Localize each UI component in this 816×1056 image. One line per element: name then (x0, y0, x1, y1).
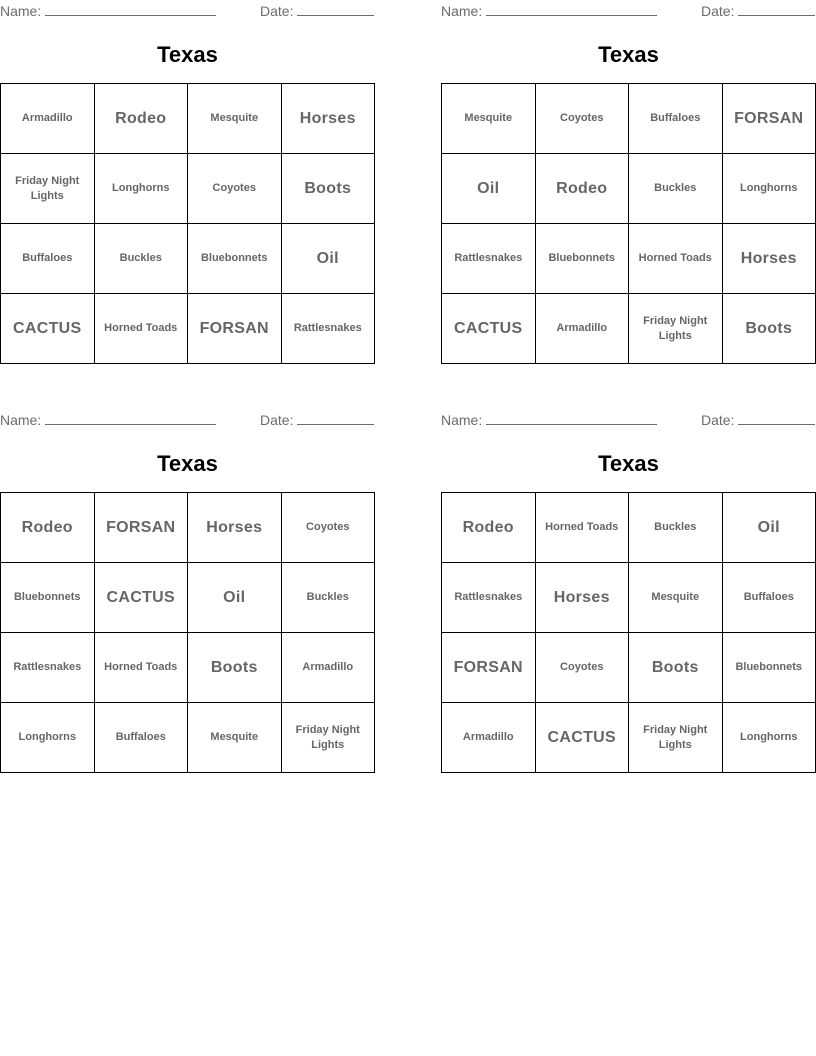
bingo-cell[interactable]: Bluebonnets (1, 563, 95, 633)
card-title: Texas (598, 451, 659, 476)
card-title: Texas (157, 451, 218, 476)
name-label: Name: (441, 3, 483, 19)
bingo-cell[interactable]: Bluebonnets (536, 224, 630, 294)
bingo-cell[interactable]: Buffaloes (95, 703, 189, 773)
bingo-cell[interactable]: Horned Toads (95, 294, 189, 364)
date-field (701, 2, 815, 19)
bingo-cell[interactable]: Oil (282, 224, 376, 294)
bingo-card (0, 0, 375, 365)
bingo-cell[interactable]: Coyotes (282, 493, 376, 563)
bingo-cell[interactable]: CACTUS (1, 294, 95, 364)
bingo-cell[interactable]: Oil (188, 563, 282, 633)
bingo-cell[interactable]: Friday Night Lights (629, 294, 723, 364)
bingo-grid (441, 492, 816, 773)
name-blank-line[interactable] (486, 411, 657, 425)
bingo-cell[interactable]: Rattlesnakes (282, 294, 376, 364)
bingo-cell[interactable]: Buckles (95, 224, 189, 294)
card-title: Texas (157, 42, 218, 67)
date-label: Date: (701, 3, 735, 19)
date-blank-line[interactable] (738, 2, 815, 16)
bingo-cell[interactable]: Buckles (629, 154, 723, 224)
bingo-cell[interactable]: Armadillo (536, 294, 630, 364)
bingo-cell[interactable]: FORSAN (95, 493, 189, 563)
bingo-cell[interactable]: Horned Toads (536, 493, 630, 563)
name-field (0, 2, 216, 19)
date-label: Date: (260, 412, 294, 428)
bingo-cell[interactable]: Bluebonnets (188, 224, 282, 294)
bingo-cell[interactable]: Armadillo (1, 84, 95, 154)
bingo-cell[interactable]: Boots (188, 633, 282, 703)
bingo-cell[interactable]: Horses (188, 493, 282, 563)
bingo-cell[interactable]: Longhorns (723, 703, 816, 773)
bingo-cell[interactable]: Mesquite (188, 703, 282, 773)
date-field (260, 2, 374, 19)
bingo-cell[interactable]: Coyotes (536, 84, 630, 154)
bingo-cell[interactable]: Rodeo (442, 493, 536, 563)
bingo-cell[interactable]: Buckles (282, 563, 376, 633)
name-label: Name: (0, 3, 42, 19)
bingo-cell[interactable]: FORSAN (723, 84, 816, 154)
bingo-cell[interactable]: Buffaloes (723, 563, 816, 633)
bingo-cell[interactable]: Buffaloes (629, 84, 723, 154)
bingo-cell[interactable]: Horned Toads (95, 633, 189, 703)
bingo-cell[interactable]: Bluebonnets (723, 633, 816, 703)
bingo-cell[interactable]: Rattlesnakes (1, 633, 95, 703)
name-blank-line[interactable] (486, 2, 657, 16)
name-label: Name: (0, 412, 42, 428)
bingo-cell[interactable]: FORSAN (188, 294, 282, 364)
name-blank-line[interactable] (45, 2, 216, 16)
bingo-cell[interactable]: Oil (723, 493, 816, 563)
bingo-cell[interactable]: CACTUS (536, 703, 630, 773)
bingo-cell[interactable]: Friday Night Lights (1, 154, 95, 224)
bingo-cell[interactable]: Mesquite (629, 563, 723, 633)
bingo-grid (441, 83, 816, 364)
bingo-card (0, 409, 375, 774)
date-label: Date: (701, 412, 735, 428)
card-header (0, 411, 375, 429)
bingo-cell[interactable]: Oil (442, 154, 536, 224)
date-field (260, 411, 374, 428)
bingo-cell[interactable]: Buckles (629, 493, 723, 563)
date-label: Date: (260, 3, 294, 19)
bingo-grid (0, 83, 375, 364)
bingo-cell[interactable]: FORSAN (442, 633, 536, 703)
bingo-cell[interactable]: Longhorns (723, 154, 816, 224)
name-field (441, 2, 657, 19)
bingo-cell[interactable]: CACTUS (442, 294, 536, 364)
bingo-cell[interactable]: Coyotes (536, 633, 630, 703)
bingo-cell[interactable]: Mesquite (442, 84, 536, 154)
bingo-cell[interactable]: Boots (629, 633, 723, 703)
name-label: Name: (441, 412, 483, 428)
name-field (441, 411, 657, 428)
bingo-grid (0, 492, 375, 773)
bingo-cell[interactable]: CACTUS (95, 563, 189, 633)
bingo-cell[interactable]: Coyotes (188, 154, 282, 224)
card-header (441, 411, 816, 429)
card-header (441, 2, 816, 20)
bingo-cell[interactable]: Armadillo (282, 633, 376, 703)
bingo-cell[interactable]: Horses (536, 563, 630, 633)
bingo-cell[interactable]: Rodeo (536, 154, 630, 224)
bingo-cell[interactable]: Rodeo (1, 493, 95, 563)
bingo-cell[interactable]: Rodeo (95, 84, 189, 154)
bingo-cell[interactable]: Buffaloes (1, 224, 95, 294)
bingo-card (441, 409, 816, 774)
bingo-cell[interactable]: Friday Night Lights (282, 703, 376, 773)
bingo-cell[interactable]: Horses (723, 224, 816, 294)
card-title: Texas (598, 42, 659, 67)
date-field (701, 411, 815, 428)
card-header (0, 2, 375, 20)
bingo-cell[interactable]: Longhorns (95, 154, 189, 224)
bingo-cell[interactable]: Horned Toads (629, 224, 723, 294)
bingo-cell[interactable]: Boots (282, 154, 376, 224)
bingo-cell[interactable]: Armadillo (442, 703, 536, 773)
bingo-cell[interactable]: Boots (723, 294, 816, 364)
bingo-cell[interactable]: Rattlesnakes (442, 563, 536, 633)
name-field (0, 411, 216, 428)
bingo-cell[interactable]: Rattlesnakes (442, 224, 536, 294)
bingo-cell[interactable]: Horses (282, 84, 376, 154)
bingo-cell[interactable]: Friday Night Lights (629, 703, 723, 773)
bingo-card (441, 0, 816, 365)
date-blank-line[interactable] (738, 411, 815, 425)
bingo-cell[interactable]: Longhorns (1, 703, 95, 773)
bingo-cell[interactable]: Mesquite (188, 84, 282, 154)
date-blank-line[interactable] (297, 411, 374, 425)
date-blank-line[interactable] (297, 2, 374, 16)
name-blank-line[interactable] (45, 411, 216, 425)
